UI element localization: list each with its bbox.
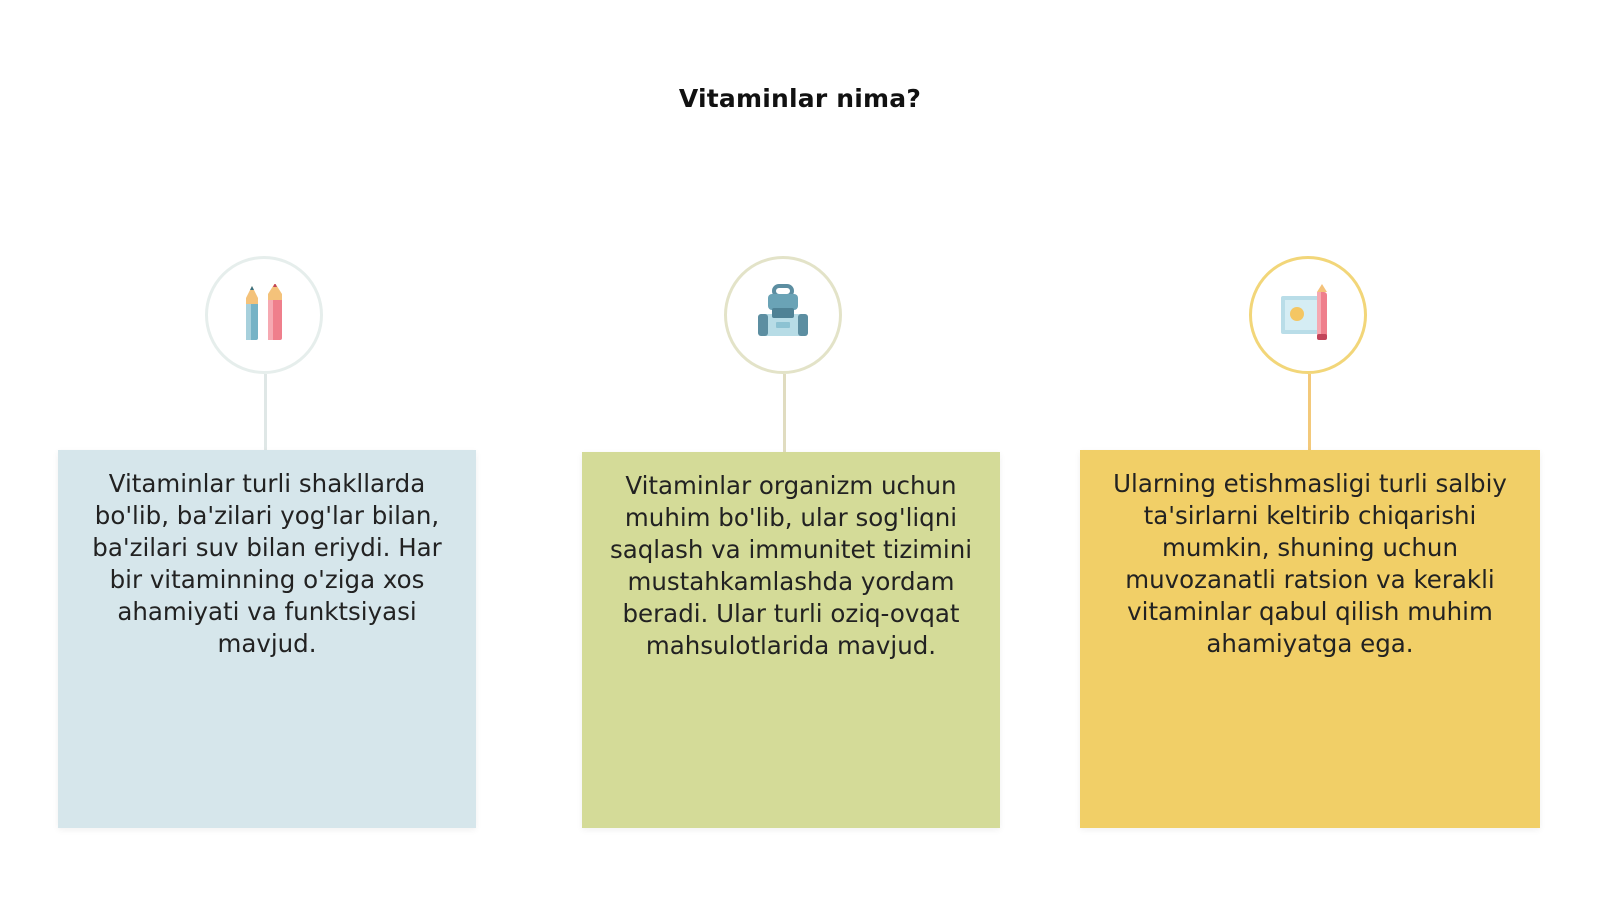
connector-line-2 bbox=[783, 374, 786, 452]
colored-pencils-icon bbox=[234, 284, 294, 346]
info-card-3: Ularning etishmasligi turli salbiy ta'sirlarni keltirib chiqarishi mumkin, shuning uchun muvozanatli ratsion va kerakli vitaminlar qabul qilish muhim ahamiyatga ega. bbox=[1080, 450, 1540, 828]
info-card-1: Vitaminlar turli shakllarda bo'lib, ba'zilari yog'lar bilan, ba'zilari suv bilan eriydi. Har bir vitaminning o'ziga xos ahamiyati va funktsiyasi mavjud. bbox=[58, 450, 476, 828]
icon-circle-2 bbox=[724, 256, 842, 374]
backpack-icon bbox=[752, 284, 814, 346]
info-card-2: Vitaminlar organizm uchun muhim bo'lib, ular sog'liqni saqlash va immunitet tizimini mustahkamlashda yordam beradi. Ular turli oziq-ovqat mahsulotlarida mavjud. bbox=[582, 452, 1000, 828]
icon-circle-3 bbox=[1249, 256, 1367, 374]
slide-title: Vitaminlar nima? bbox=[678, 84, 922, 113]
connector-line-3 bbox=[1308, 374, 1311, 450]
connector-line-1 bbox=[264, 374, 267, 450]
drawing-board-pencil-icon bbox=[1277, 284, 1339, 346]
icon-circle-1 bbox=[205, 256, 323, 374]
